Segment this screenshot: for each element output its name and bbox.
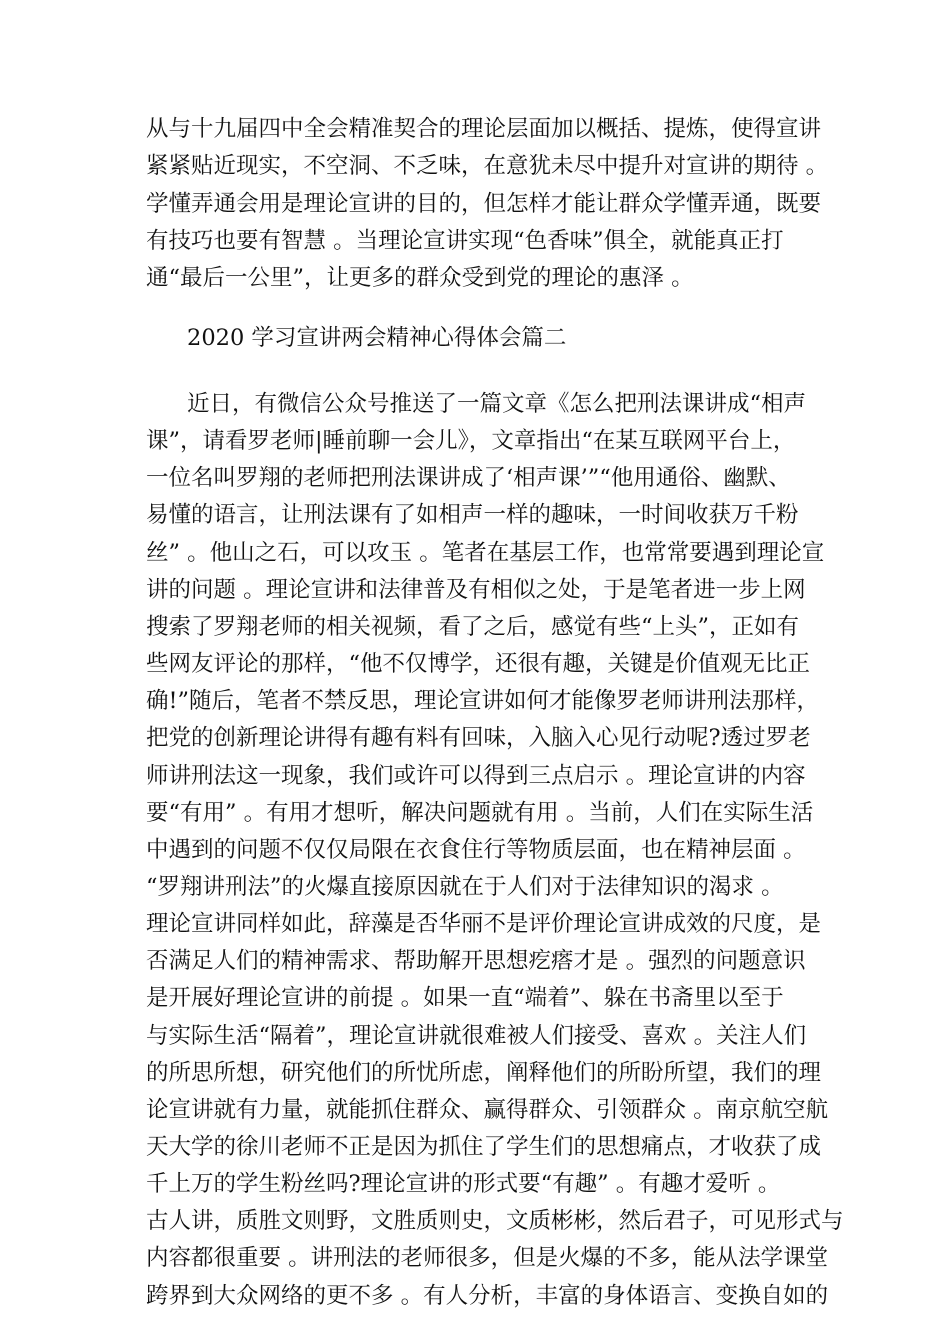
text-line: 天大学的徐川老师不正是因为抓住了学生们的思想痛点，才收获了成 (146, 1134, 822, 1160)
text-line: 讲的问题 。理论宣讲和法律普及有相似之处，于是笔者进一步上网 (146, 576, 806, 603)
text-line: 些网友评论的那样，“他不仅博学，还很有趣，关键是价值观无比正 (146, 651, 811, 678)
text-line: 的所思所想，研究他们的所忧所虑，阐释他们的所盼所望，我们的理 (146, 1059, 822, 1086)
section-heading: 2020 学习宣讲两会精神心得体会篇二 (187, 325, 567, 351)
text-line: 内容都很重要 。讲刑法的老师很多，但是火爆的不多，能从法学课堂 (146, 1245, 829, 1272)
text-line: 确!”随后，笔者不禁反思，理论宣讲如何才能像罗老师讲刑法那样， (146, 688, 820, 715)
text-line: 有技巧也要有智慧 。当理论宣讲实现“色香味”俱全，就能真正打 (146, 227, 784, 254)
text-line: 中遇到的问题不仅仅局限在衣食住行等物质层面，也在精神层面 。 (146, 836, 806, 863)
text-line: 千上万的学生粉丝吗?理论宣讲的形式要“有趣” 。有趣才爱听 。 (146, 1171, 781, 1198)
text-line: 跨界到大众网络的更不多 。有人分析，丰富的身体语言、变换自如的 (146, 1282, 829, 1309)
text-line: 紧紧贴近现实，不空洞、不乏味，在意犹未尽中提升对宣讲的期待 。 (146, 153, 829, 180)
text-line: 是开展好理论宣讲的前提 。如果一直“端着”、躲在书斋里以至于 (146, 985, 784, 1012)
text-line: 理论宣讲同样如此，辞藻是否华丽不是评价理论宣讲成效的尺度，是 (146, 911, 822, 938)
text-line: 论宣讲就有力量，就能抓住群众、赢得群众、引领群众 。南京航空航 (146, 1096, 829, 1123)
text-line: 课”，请看罗老师|睡前聊一会儿》，文章指出“在某互联网平台上， (146, 428, 796, 455)
text-line: 师讲刑法这一现象，我们或许可以得到三点启示 。理论宣讲的内容 (146, 762, 806, 789)
text-line: 一位名叫罗翔的老师把刑法课讲成了‘相声课’”“他用通俗、幽默、 (146, 465, 791, 492)
text-line: 学懂弄通会用是理论宣讲的目的，但怎样才能让群众学懂弄通，既要 (146, 190, 822, 217)
text-line: 易懂的语言，让刑法课有了如相声一样的趣味，一时间收获万千粉 (146, 502, 799, 529)
text-line: 古人讲，质胜文则野，文胜质则史，文质彬彬，然后君子，可见形式与 (146, 1208, 844, 1235)
text-line: 把党的创新理论讲得有趣有料有回味，入脑入心见行动呢?透过罗老 (146, 725, 811, 752)
text-line: 通“最后一公里”，让更多的群众受到党的理论的惠泽 。 (146, 265, 694, 292)
text-line: “罗翔讲刑法”的火爆直接原因就在于人们对于法律知识的渴求 。 (146, 873, 784, 900)
text-line: 近日，有微信公众号推送了一篇文章《怎么把刑法课讲成“相声 (187, 391, 807, 417)
text-line: 要“有用” 。有用才想听，解决问题就有用 。当前，人们在实际生活 (146, 799, 814, 826)
text-line: 从与十九届四中全会精准契合的理论层面加以概括、提炼，使得宣讲 (146, 116, 822, 142)
text-line: 否满足人们的精神需求、帮助解开思想疙瘩才是 。强烈的问题意识 (146, 948, 806, 975)
text-line: 丝” 。他山之石，可以攻玉 。笔者在基层工作，也常常要遇到理论宣 (146, 539, 825, 566)
text-line: 搜索了罗翔老师的相关视频，看了之后，感觉有些“上头”，正如有 (146, 613, 800, 640)
text-line: 与实际生活“隔着”，理论宣讲就很难被人们接受、喜欢 。关注人们 (146, 1022, 807, 1049)
